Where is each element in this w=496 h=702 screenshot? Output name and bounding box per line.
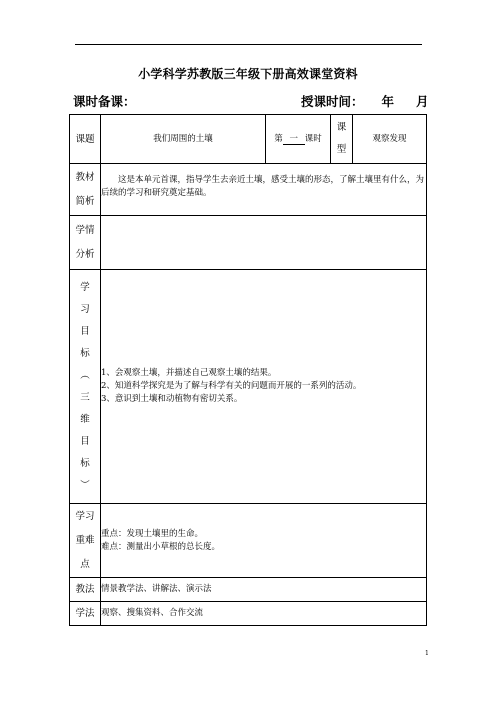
lesson-suffix: 课时: [304, 133, 322, 144]
learner-label-2: 分析: [75, 248, 95, 260]
lesson-prefix: 第: [274, 133, 283, 144]
key-points-label-2: 重难: [75, 534, 95, 546]
goal-item: 1、会观察土壤，并描述自己观察土壤的结果。: [101, 368, 277, 378]
learner-row: [70, 216, 427, 270]
study-method-value: 观察、搜集资料、合作交流: [101, 602, 427, 626]
month-label: 月: [416, 94, 429, 109]
study-method-row: [70, 602, 427, 626]
learner-label-1: 学情: [75, 224, 95, 236]
lesson-number-cell: [266, 115, 331, 164]
lesson-plan-table: [69, 114, 427, 626]
key-points-label-1: 学习: [75, 510, 95, 522]
page-number: 1: [425, 650, 429, 657]
goals-label-char: 标: [80, 457, 90, 469]
key-points-label: [70, 504, 101, 578]
goals-list: [101, 270, 427, 504]
goals-row: [70, 270, 427, 504]
goals-label-char: 学: [80, 281, 90, 293]
difficult-point: 难点：测量出小草根的总长度。: [101, 541, 221, 552]
topic-value: 我们周围的土壤: [101, 115, 266, 164]
goals-label-char: ︶: [80, 479, 90, 491]
year-label: 年: [381, 94, 395, 109]
goals-label-char: 维: [80, 413, 90, 425]
teaching-method-row: [70, 578, 427, 602]
textbook-label-2: 简析: [75, 195, 95, 207]
goals-label-char: ︵: [80, 369, 90, 381]
textbook-row: [70, 164, 427, 216]
goals-label-char: 标: [80, 347, 90, 359]
teaching-date-label: 授课时间：: [301, 94, 364, 109]
goal-item: 3、意识到土壤和动植物有密切关系。: [101, 394, 243, 404]
study-method-label: 学法: [70, 602, 101, 626]
goals-label-char: 目: [80, 435, 90, 447]
document-title: 小学科学苏教版三年级下册高效课堂资料: [138, 67, 358, 81]
textbook-analysis-text: 这是本单元首课，指导学生去亲近土壤，感受土壤的形态，了解土壤里有什么，为后续的学习和研究奠定基础。: [101, 175, 425, 198]
lesson-number: 一: [283, 134, 305, 145]
textbook-label: [70, 164, 101, 216]
lesson-type-value: 观察发现: [353, 115, 427, 164]
key-points: [101, 504, 427, 578]
lesson-type-label-2: 型: [336, 144, 347, 155]
key-points-label-3: 点: [80, 558, 90, 570]
lesson-prep-label: 课时备课：: [73, 94, 136, 109]
goals-label-char: 目: [80, 325, 90, 337]
key-points-row: [70, 504, 427, 578]
topic-label: 课题: [70, 115, 101, 164]
goals-label-char: 三: [80, 391, 90, 403]
topic-row: [70, 115, 427, 164]
goals-label-char: 习: [80, 303, 90, 315]
goals-label: [70, 270, 101, 504]
teaching-method-label: 教法: [70, 578, 101, 602]
key-point: 重点：发现土壤里的生命。: [101, 528, 204, 539]
textbook-label-1: 教材: [75, 171, 95, 183]
learner-analysis: [101, 216, 427, 270]
teaching-method-value: 情景教学法、讲解法、演示法: [101, 578, 427, 602]
teaching-date: [301, 92, 429, 110]
lesson-type-label: [331, 115, 353, 164]
textbook-analysis: [101, 164, 427, 216]
lesson-type-label-1: 课: [336, 122, 347, 133]
header-rule: [75, 44, 422, 45]
learner-label: [70, 216, 101, 270]
goal-item: 2、知道科学探究是为了解与科学有关的问题而开展的一系列的活动。: [101, 381, 362, 391]
